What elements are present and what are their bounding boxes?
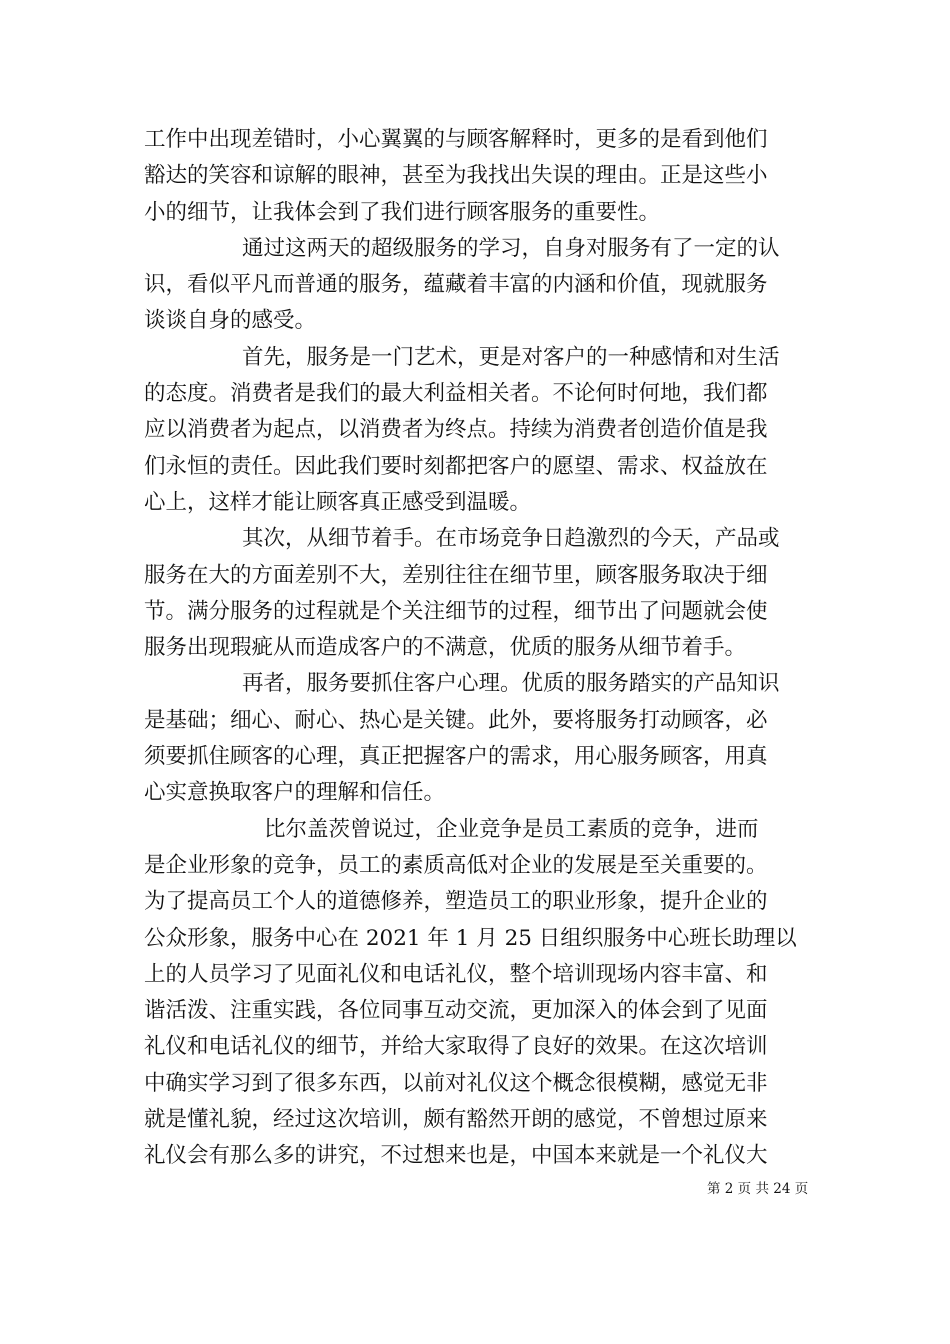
text-line: 豁达的笑容和谅解的眼神，甚至为我找出失误的理由。正是这些小 [144, 163, 768, 189]
paragraph-5 [144, 666, 808, 811]
text-line: 须要抓住顾客的心理，真正把握客户的需求，用心服务顾客，用真 [144, 744, 768, 770]
text-line: 应以消费者为起点，以消费者为终点。持续为消费者创造价值是我 [144, 417, 768, 443]
text-line: 小的细节，让我体会到了我们进行顾客服务的重要性。 [144, 199, 661, 225]
paragraph-4 [144, 521, 808, 666]
text-line: 谐活泼、注重实践，各位同事互动交流，更加深入的体会到了见面 [144, 998, 768, 1024]
text-line: 服务在大的方面差别不大，差别往往在细节里，顾客服务取决于细 [144, 562, 768, 588]
paragraph-6 [144, 812, 808, 1175]
text-line: 上的人员学习了见面礼仪和电话礼仪，整个培训现场内容丰富、和 [144, 961, 768, 987]
text-line: 节。满分服务的过程就是个关注细节的过程，细节出了问题就会使 [144, 598, 768, 624]
text-line: 心实意换取客户的理解和信任。 [144, 780, 446, 806]
text-line: 其次，从细节着手。在市场竞争日趋激烈的今天，产品或 [242, 526, 780, 552]
document-body [144, 122, 808, 1175]
text-line: 心上，这样才能让顾客真正感受到温暖。 [144, 489, 532, 515]
text-line: 的态度。消费者是我们的最大利益相关者。不论何时何地，我们都 [144, 381, 768, 407]
text-line: 识，看似平凡而普通的服务，蕴藏着丰富的内涵和价值，现就服务 [144, 272, 768, 298]
text-line: 中确实学习到了很多东西，以前对礼仪这个概念很模糊，感觉无非 [144, 1070, 768, 1096]
paragraph-1 [144, 122, 808, 231]
page-number-footer: 第 2 页 共 24 页 [707, 1181, 809, 1197]
text-line: 公众形象，服务中心在 2021 年 1 月 25 日组织服务中心班长助理以 [144, 925, 797, 951]
text-line: 礼仪会有那么多的讲究，不过想来也是，中国本来就是一个礼仪大 [144, 1143, 768, 1169]
paragraph-2 [144, 231, 808, 340]
text-line: 通过这两天的超级服务的学习，自身对服务有了一定的认 [242, 235, 780, 261]
text-line: 是企业形象的竞争，员工的素质高低对企业的发展是至关重要的。 [144, 852, 768, 878]
text-line: 礼仪和电话礼仪的细节，并给大家取得了良好的效果。在这次培训 [144, 1034, 768, 1060]
text-line: 服务出现瑕疵从而造成客户的不满意，优质的服务从细节着手。 [144, 635, 747, 661]
text-line: 比尔盖茨曾说过，企业竞争是员工素质的竞争，进而 [264, 816, 759, 842]
text-line: 就是懂礼貌，经过这次培训，颇有豁然开朗的感觉，不曾想过原来 [144, 1107, 768, 1133]
text-line: 再者，服务要抓住客户心理。优质的服务踏实的产品知识 [242, 671, 780, 697]
text-line: 首先，服务是一门艺术，更是对客户的一种感情和对生活 [242, 344, 780, 370]
text-line: 为了提高员工个人的道德修养，塑造员工的职业形象，提升企业的 [144, 889, 768, 915]
text-line: 谈谈自身的感受。 [144, 308, 317, 334]
text-line: 工作中出现差错时，小心翼翼的与顾客解释时，更多的是看到他们 [144, 127, 768, 152]
text-line: 是基础；细心、耐心、热心是关键。此外，要将服务打动顾客，必 [144, 707, 768, 733]
text-line: 们永恒的责任。因此我们要时刻都把客户的愿望、需求、权益放在 [144, 453, 768, 479]
paragraph-3 [144, 340, 808, 521]
